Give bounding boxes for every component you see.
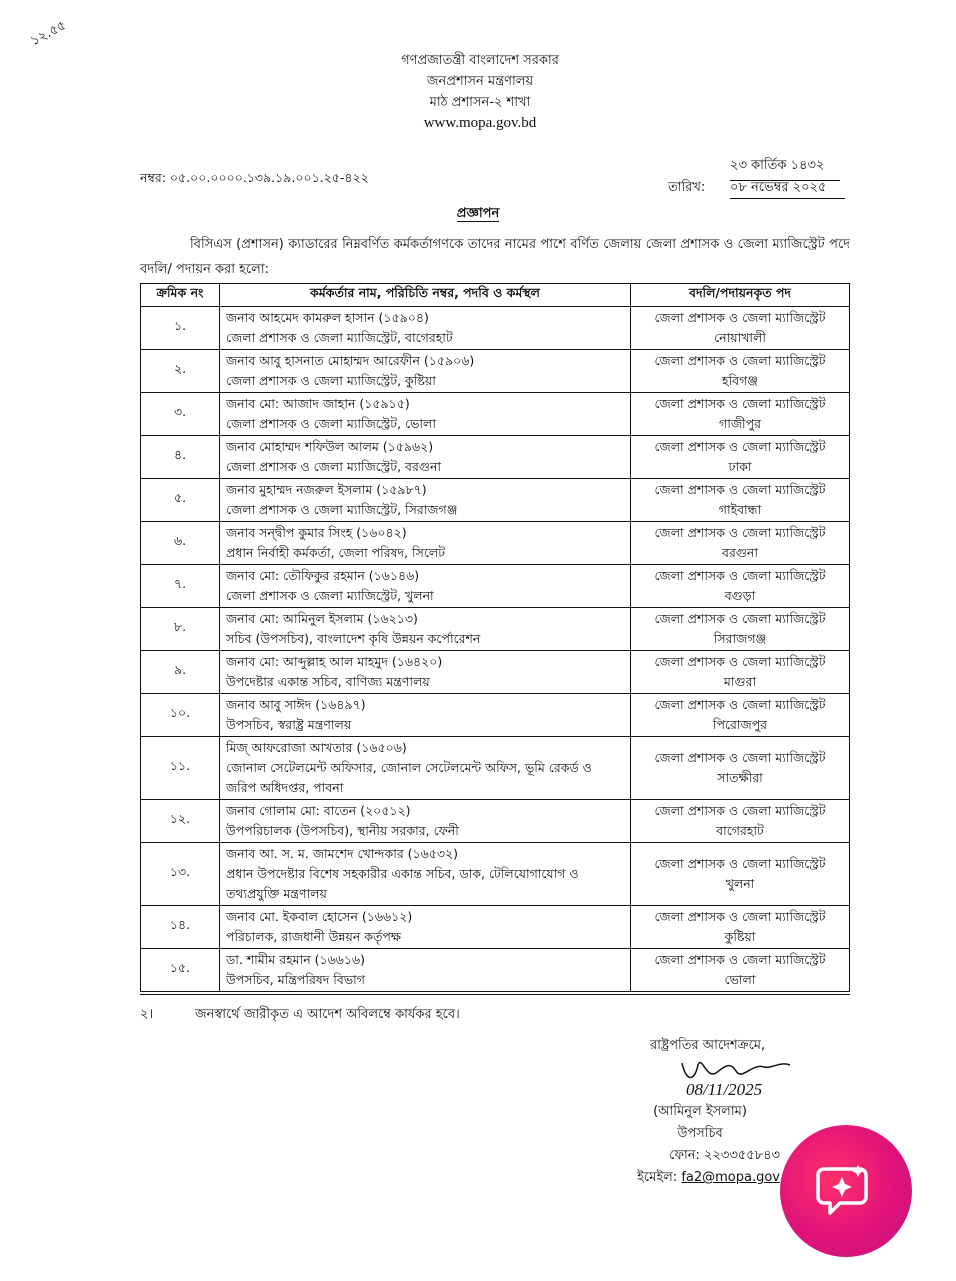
- post-district: পিরোজপুর: [712, 717, 768, 732]
- officer-designation: উপপরিচালক (উপসচিব), স্থানীয় সরকার, ফেনী: [226, 823, 459, 838]
- date-bangla: ২৩ কার্তিক ১৪৩২: [730, 156, 840, 181]
- table-row: [141, 307, 850, 350]
- date-underline: [730, 198, 845, 199]
- officer-designation: পরিচালক, রাজধানী উন্নয়ন কর্তৃপক্ষ: [226, 929, 402, 944]
- branch-name: মাঠ প্রশাসন-২ শাখা: [429, 95, 531, 110]
- note-text: জনস্বার্থে জারীকৃত এ আদেশ অবিলম্বে কার্যকর হবে।: [195, 1007, 460, 1022]
- intro-paragraph: বিসিএস (প্রশাসন) ক্যাডারের নিম্নবর্ণিত কর্মকর্তাগণকে তাদের নামের পাশে বর্ণিত জেলায় জেলা প্রশাসক ও জেলা ম্যাজিস্ট্রেট পদে বদলি/ পদায়ন করা হলো:: [140, 237, 850, 277]
- officer-designation: উপসচিব, স্বরাষ্ট্র মন্ত্রণালয়: [226, 717, 352, 732]
- officer-designation: প্রধান উপদেষ্টার বিশেষ সহকারীর একান্ত সচিব, ডাক, টেলিযোগাযোগ ও তথ্যপ্রযুক্তি মন্ত্রণালয়: [226, 866, 579, 901]
- officer-name: জনাব মোহাম্মদ শফিউল আলম (১৫৯৬২): [226, 439, 434, 454]
- row-serial: ১১.: [141, 737, 220, 800]
- row-post: [631, 949, 850, 992]
- officer-designation: জেলা প্রশাসক ও জেলা ম্যাজিস্ট্রেট, কুষ্টিয়া: [226, 373, 436, 388]
- officer-name: জনাব মো: আব্দুল্লাহ আল মাহমুদ (১৬৪২০): [226, 654, 443, 669]
- row-serial: ১৪.: [141, 906, 220, 949]
- row-post: [631, 565, 850, 608]
- post-district: খুলনা: [725, 876, 755, 891]
- row-serial: ১২.: [141, 800, 220, 843]
- website-link[interactable]: www.mopa.gov.bd: [423, 115, 537, 131]
- signer-title: উপসচিব: [677, 1126, 723, 1141]
- officer-name: ডা. শামীম রহমান (১৬৬১৬): [226, 952, 366, 967]
- document-title: [0, 204, 956, 225]
- table-row: [141, 949, 850, 992]
- post-title: জেলা প্রশাসক ও জেলা ম্যাজিস্ট্রেট: [654, 310, 826, 325]
- email-label: ইমেইল:: [637, 1170, 678, 1185]
- government-name: গণপ্রজাতন্ত্রী বাংলাদেশ সরকার: [401, 53, 559, 68]
- ministry-name: জনপ্রশাসন মন্ত্রণালয়: [426, 74, 534, 89]
- row-officer: [220, 479, 631, 522]
- post-district: বাগেরহাট: [716, 823, 764, 838]
- post-district: বরগুনা: [721, 545, 758, 560]
- post-district: ঢাকা: [728, 459, 752, 474]
- post-title: জেলা প্রশাসক ও জেলা ম্যাজিস্ট্রেট: [654, 353, 826, 368]
- post-title: জেলা প্রশাসক ও জেলা ম্যাজিস্ট্রেট: [654, 697, 826, 712]
- officer-designation: জেলা প্রশাসক ও জেলা ম্যাজিস্ট্রেট, বরগুনা: [226, 459, 442, 474]
- received-stamp: ১২.৫৫: [28, 18, 69, 50]
- row-post: [631, 522, 850, 565]
- officer-name: জনাব মো: তৌফিকুর রহমান (১৬১৪৬): [226, 568, 420, 583]
- row-post: [631, 608, 850, 651]
- note-number: ২।: [140, 1007, 154, 1022]
- post-district: হবিগঞ্জ: [722, 373, 758, 388]
- row-officer: [220, 350, 631, 393]
- row-post: [631, 694, 850, 737]
- header-serial: ক্রমিক নং: [141, 284, 220, 307]
- officer-designation: উপদেষ্টার একান্ত সচিব, বাণিজ্য মন্ত্রণালয়: [226, 674, 430, 689]
- post-district: গাইবান্ধা: [718, 502, 762, 517]
- row-post: [631, 906, 850, 949]
- post-district: মাগুরা: [723, 674, 757, 689]
- officer-designation: প্রধান নির্বাহী কর্মকর্তা, জেলা পরিষদ, সিলেট: [226, 545, 446, 560]
- row-post: [631, 737, 850, 800]
- row-officer: [220, 565, 631, 608]
- row-officer: [220, 843, 631, 906]
- signer-name: (আমিনুল ইসলাম): [653, 1104, 747, 1119]
- officer-designation: সচিব (উপসচিব), বাংলাদেশ কৃষি উন্নয়ন কর্পোরেশন: [226, 631, 481, 646]
- officer-designation: জেলা প্রশাসক ও জেলা ম্যাজিস্ট্রেট, বাগেরহাট: [226, 330, 453, 345]
- officer-name: জনাব আবু সাঈদ (১৬৪৯৭): [226, 697, 366, 712]
- table-row: [141, 350, 850, 393]
- officer-designation: জেলা প্রশাসক ও জেলা ম্যাজিস্ট্রেট, ভোলা: [226, 416, 436, 431]
- officer-designation: উপসচিব, মন্ত্রিপরিষদ বিভাগ: [226, 972, 365, 987]
- row-post: [631, 800, 850, 843]
- sparkle-chat-icon: [816, 1163, 876, 1221]
- table-row: [141, 737, 850, 800]
- officer-name: জনাব আ. স. ম. জামশেদ খোন্দকার (১৬৫৩২): [226, 846, 459, 861]
- letterhead: [300, 50, 660, 134]
- row-officer: [220, 906, 631, 949]
- date-label: তারিখ:: [668, 180, 706, 195]
- effective-note: [140, 1005, 460, 1026]
- row-serial: ৪.: [141, 436, 220, 479]
- row-serial: ১০.: [141, 694, 220, 737]
- row-officer: [220, 522, 631, 565]
- post-title: জেলা প্রশাসক ও জেলা ম্যাজিস্ট্রেট: [654, 611, 826, 626]
- post-district: গাজীপুর: [719, 416, 761, 431]
- table-row: [141, 608, 850, 651]
- header-officer: কর্মকর্তার নাম, পরিচিতি নম্বর, পদবি ও কর্মস্থল: [220, 284, 631, 307]
- row-officer: [220, 694, 631, 737]
- row-officer: [220, 307, 631, 350]
- table-row: [141, 694, 850, 737]
- table-bottom-rule: [140, 994, 850, 995]
- post-district: সিরাজগঞ্জ: [713, 631, 767, 646]
- memo-number: নম্বর: ০৫.০০.০০০০.১৩৯.১৯.০০১.২৫-৪২২: [140, 170, 369, 185]
- officer-name: জনাব আবু হাসনাত মোহাম্মদ আরেফীন (১৫৯০৬): [226, 353, 475, 368]
- table-row: [141, 906, 850, 949]
- officer-name: জনাব আহমেদ কামরুল হাসান (১৫৯০৪): [226, 310, 429, 325]
- signature-date: 08/11/2025: [686, 1080, 763, 1099]
- phone-number: ফোন: ২২৩৩৫৫৮৪৩: [669, 1148, 780, 1163]
- row-serial: ৬.: [141, 522, 220, 565]
- table-row: [141, 565, 850, 608]
- table-row: [141, 800, 850, 843]
- row-post: [631, 307, 850, 350]
- row-serial: ৮.: [141, 608, 220, 651]
- officer-designation: জেলা প্রশাসক ও জেলা ম্যাজিস্ট্রেট, সিরাজগঞ্জ: [226, 502, 458, 517]
- post-district: ভোলা: [724, 972, 756, 987]
- contact-block: [620, 1145, 780, 1189]
- post-district: বগুড়া: [724, 588, 756, 603]
- row-post: [631, 843, 850, 906]
- email-line: [620, 1167, 780, 1189]
- table-row: [141, 522, 850, 565]
- table-row: [141, 479, 850, 522]
- signer-block: [600, 1101, 800, 1145]
- date-english: ০৮ নভেম্বর ২০২৫: [730, 180, 827, 195]
- officer-name: জনাব মো: আজাদ জাহান (১৫৯১৫): [226, 396, 410, 411]
- post-district: সাতক্ষীরা: [717, 770, 763, 785]
- row-officer: [220, 949, 631, 992]
- officer-name: জনাব গোলাম মো: বাতেন (২০৫১২): [226, 803, 411, 818]
- table-row: [141, 393, 850, 436]
- post-title: জেলা প্রশাসক ও জেলা ম্যাজিস্ট্রেট: [654, 803, 826, 818]
- order-line: রাষ্ট্রপতির আদেশক্রমে,: [650, 1038, 766, 1053]
- row-serial: ১৩.: [141, 843, 220, 906]
- officer-designation: জেলা প্রশাসক ও জেলা ম্যাজিস্ট্রেট, খুলনা: [226, 588, 434, 603]
- row-serial: ৯.: [141, 651, 220, 694]
- post-district: কুষ্টিয়া: [724, 929, 756, 944]
- table-row: [141, 436, 850, 479]
- row-officer: [220, 737, 631, 800]
- post-title: জেলা প্রশাসক ও জেলা ম্যাজিস্ট্রেট: [654, 909, 826, 924]
- row-post: [631, 436, 850, 479]
- row-officer: [220, 393, 631, 436]
- row-serial: ১৫.: [141, 949, 220, 992]
- table-row: [141, 843, 850, 906]
- row-officer: [220, 651, 631, 694]
- row-officer: [220, 436, 631, 479]
- officer-name: জনাব মুহাম্মদ নজরুল ইসলাম (১৫৯৮৭): [226, 482, 427, 497]
- table-row: [141, 651, 850, 694]
- email-link[interactable]: fa2@mopa.gov: [681, 1170, 780, 1185]
- row-officer: [220, 800, 631, 843]
- row-post: [631, 479, 850, 522]
- post-title: জেলা প্রশাসক ও জেলা ম্যাজিস্ট্রেট: [654, 568, 826, 583]
- transfer-table: [140, 283, 850, 992]
- officer-name: জনাব মো. ইকবাল হোসেন (১৬৬১২): [226, 909, 413, 924]
- post-title: জেলা প্রশাসক ও জেলা ম্যাজিস্ট্রেট: [654, 396, 826, 411]
- table-header-row: [141, 284, 850, 307]
- post-title: জেলা প্রশাসক ও জেলা ম্যাজিস্ট্রেট: [654, 952, 826, 967]
- post-title: জেলা প্রশাসক ও জেলা ম্যাজিস্ট্রেট: [654, 750, 826, 765]
- row-post: [631, 393, 850, 436]
- ai-assist-button[interactable]: [780, 1125, 912, 1257]
- post-title: জেলা প্রশাসক ও জেলা ম্যাজিস্ট্রেট: [654, 856, 826, 871]
- row-officer: [220, 608, 631, 651]
- row-serial: ৩.: [141, 393, 220, 436]
- post-title: জেলা প্রশাসক ও জেলা ম্যাজিস্ট্রেট: [654, 525, 826, 540]
- post-title: জেলা প্রশাসক ও জেলা ম্যাজিস্ট্রেট: [654, 439, 826, 454]
- header-post: বদলি/পদায়নকৃত পদ: [631, 284, 850, 307]
- document-title-text: প্রজ্ঞাপন: [456, 206, 500, 221]
- row-post: [631, 350, 850, 393]
- post-title: জেলা প্রশাসক ও জেলা ম্যাজিস্ট্রেট: [654, 654, 826, 669]
- row-post: [631, 651, 850, 694]
- row-serial: ৫.: [141, 479, 220, 522]
- officer-name: জনাব সন্দ্বীপ কুমার সিংহ (১৬০৪২): [226, 525, 407, 540]
- table-body: [141, 307, 850, 992]
- post-district: নোয়াখালী: [714, 330, 766, 345]
- officer-designation: জোনাল সেটেলমেন্ট অফিসার, জোনাল সেটেলমেন্ট অফিস, ভূমি রেকর্ড ও জরিপ অধিদপ্তর, পাবনা: [226, 760, 592, 795]
- row-serial: ১.: [141, 307, 220, 350]
- officer-name: মিজ্ আফরোজা আখতার (১৬৫০৬): [226, 740, 407, 755]
- post-title: জেলা প্রশাসক ও জেলা ম্যাজিস্ট্রেট: [654, 482, 826, 497]
- officer-name: জনাব মো: আমিনুল ইসলাম (১৬২১৩): [226, 611, 418, 626]
- row-serial: ২.: [141, 350, 220, 393]
- row-serial: ৭.: [141, 565, 220, 608]
